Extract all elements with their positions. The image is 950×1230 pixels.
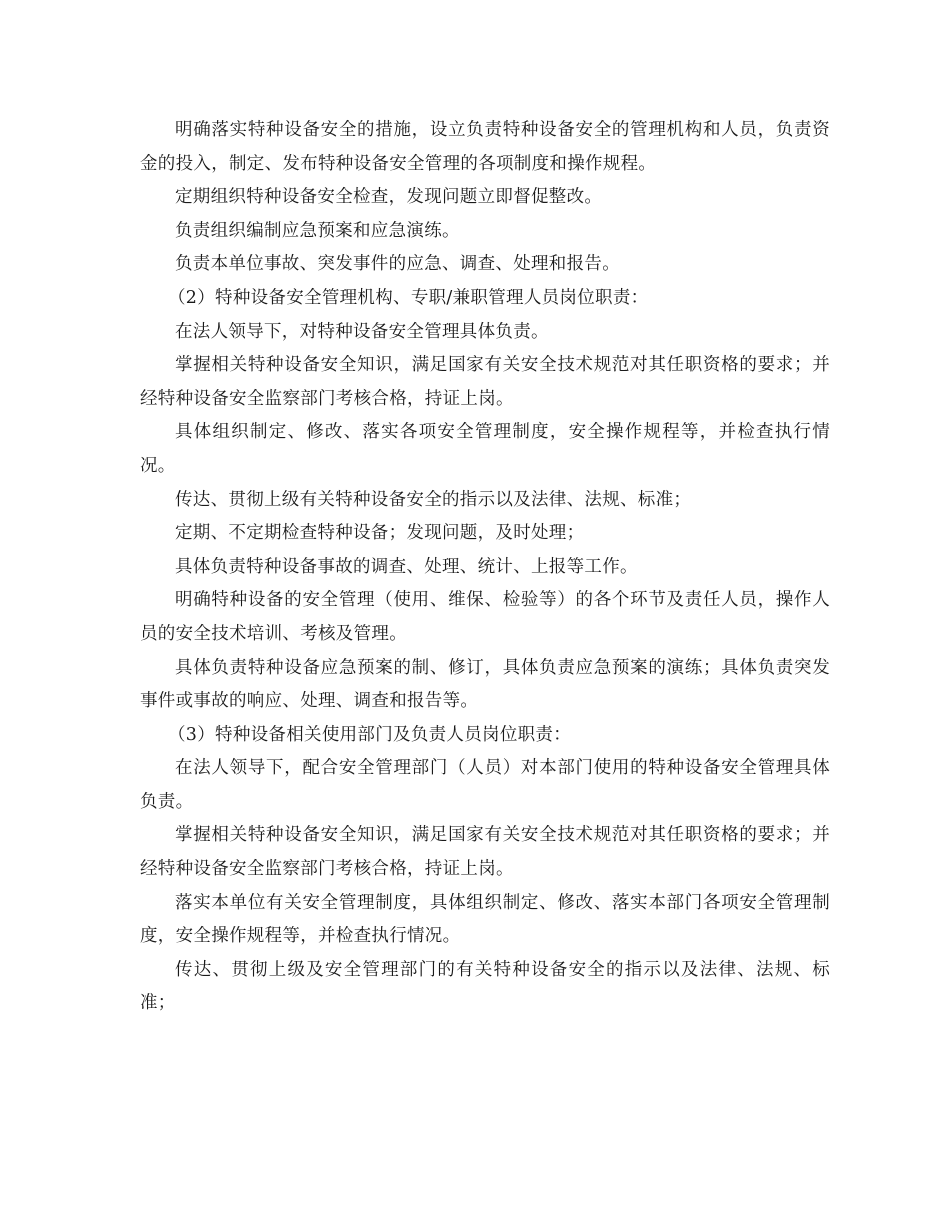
paragraph: 定期组织特种设备安全检查，发现问题立即督促整改。 <box>175 187 603 208</box>
paragraph: 传达、贯彻上级有关特种设备安全的指示以及法律、法规、标准； <box>175 489 692 510</box>
paragraph: 传达、贯彻上级及安全管理部门的有关特种设备安全的指示以及法律、法规、标准； <box>140 959 830 1014</box>
paragraph: 掌握相关特种设备安全知识，满足国家有关安全技术规范对其任职资格的要求；并经特种设备安全监察部门考核合格，持证上岗。 <box>140 355 830 409</box>
paragraph: 具体负责特种设备应急预案的制、修订，具体负责应急预案的演练；具体负责突发事件或事故的响应、处理、调查和报告等。 <box>140 657 830 712</box>
section-heading: （3）特种设备相关使用部门及负责人员岗位职责： <box>168 724 572 745</box>
paragraph: 掌握相关特种设备安全知识，满足国家有关安全技术规范对其任职资格的要求；并经特种设备安全监察部门考核合格，持证上岗。 <box>140 825 830 880</box>
paragraph: 在法人领导下，配合安全管理部门（人员）对本部门使用的特种设备安全管理具体负责。 <box>140 758 830 812</box>
paragraph: 负责组织编制应急预案和应急演练。 <box>175 220 460 241</box>
paragraph: 在法人领导下，对特种设备安全管理具体负责。 <box>175 321 549 342</box>
section-heading: （2）特种设备安全管理机构、专职/兼职管理人员岗位职责： <box>168 287 649 308</box>
paragraph: 落实本单位有关安全管理制度，具体组织制定、修改、落实本部门各项安全管理制度，安全操作规程等，并检查执行情况。 <box>140 892 830 947</box>
document-body <box>140 114 830 1021</box>
paragraph: 明确特种设备的安全管理（使用、维保、检验等）的各个环节及责任人员，操作人员的安全技术培训、考核及管理。 <box>140 590 830 644</box>
paragraph: 具体负责特种设备事故的调查、处理、统计、上报等工作。 <box>175 556 638 577</box>
paragraph: 明确落实特种设备安全的措施，设立负责特种设备安全的管理机构和人员，负责资金的投入，制定、发布特种设备安全管理的各项制度和操作规程。 <box>140 120 830 174</box>
paragraph: 具体组织制定、修改、落实各项安全管理制度，安全操作规程等，并检查执行情况。 <box>140 422 830 476</box>
paragraph: 负责本单位事故、突发事件的应急、调查、处理和报告。 <box>175 254 620 275</box>
paragraph: 定期、不定期检查特种设备；发现问题，及时处理； <box>175 523 585 544</box>
